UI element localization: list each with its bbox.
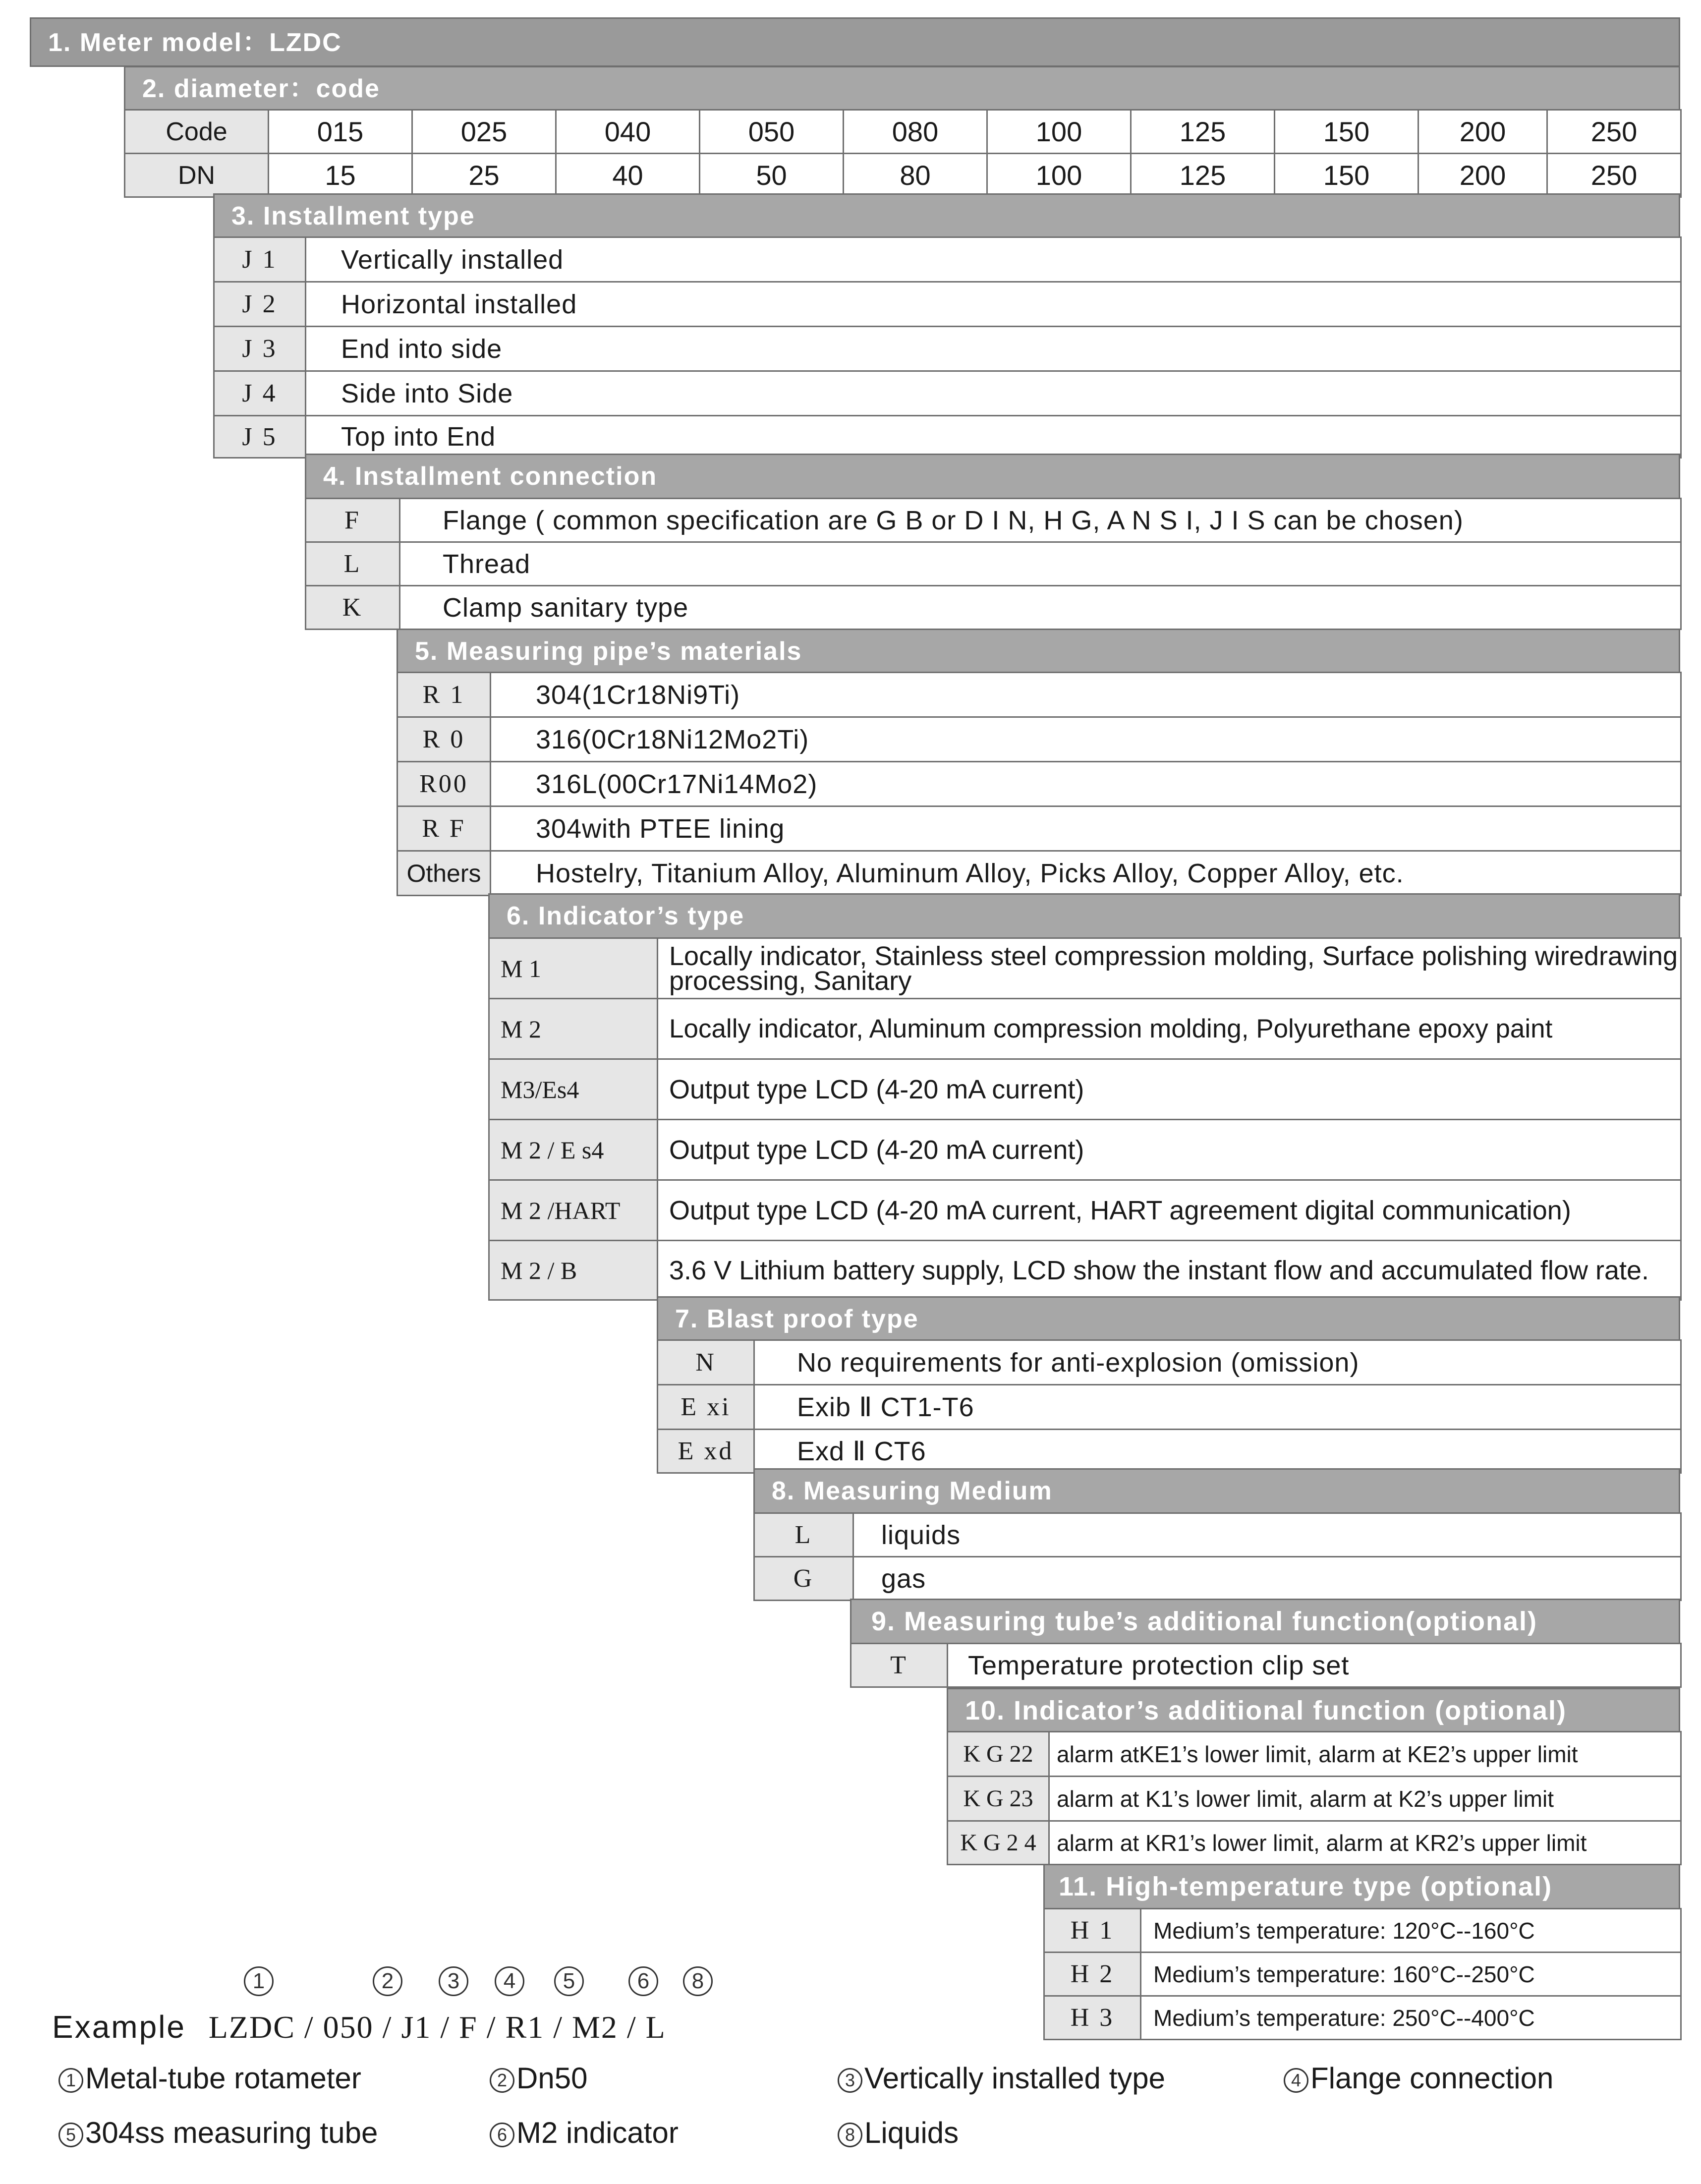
option-code: M 2 /HART: [489, 1180, 658, 1241]
dn-cell: 80: [844, 154, 987, 197]
table-row: [948, 1732, 1681, 1777]
code-cell: 150: [1275, 110, 1418, 154]
example-marker: 3: [439, 1966, 468, 1996]
option-desc: Top into End: [306, 416, 1681, 458]
option-desc: Medium’s temperature: 120°C--160°C: [1141, 1909, 1681, 1953]
option-code: K G 23: [948, 1777, 1049, 1821]
high-temperature-table: [1043, 1908, 1682, 2040]
option-desc: Medium’s temperature: 250°C--400°C: [1141, 1996, 1681, 2040]
table-row: [851, 1644, 1681, 1687]
dn-cell: 250: [1547, 154, 1681, 197]
option-desc: Side into Side: [306, 371, 1681, 416]
option-desc: Output type LCD (4-20 mA current, HART agreement digital communication): [658, 1180, 1681, 1241]
table-row: [1044, 1953, 1681, 1996]
option-desc: Vertically installed: [306, 237, 1681, 282]
code-cell: 125: [1131, 110, 1275, 154]
table-row: [1044, 1996, 1681, 2040]
legend-item: [838, 2061, 1165, 2095]
legend-number: 8: [838, 2123, 862, 2147]
dn-cell: 15: [269, 154, 412, 197]
option-desc: Output type LCD (4-20 mA current): [658, 1059, 1681, 1120]
table-row: [489, 999, 1681, 1059]
table-row: [214, 371, 1681, 416]
table-row: [306, 542, 1681, 586]
code-row: [125, 110, 1681, 154]
table-row: [658, 1385, 1681, 1430]
section-7-header: 7. Blast proof type: [657, 1296, 1680, 1341]
option-desc: Clamp sanitary type: [400, 586, 1681, 630]
section-1-header: 1. Meter model：LZDC: [30, 17, 1680, 67]
legend-text: 304ss measuring tube: [85, 2116, 378, 2149]
table-row: [214, 416, 1681, 458]
table-row: [397, 762, 1681, 806]
table-row: [948, 1821, 1681, 1865]
dn-cell: 25: [412, 154, 556, 197]
legend-text: Metal-tube rotameter: [85, 2062, 361, 2095]
example-marker: 4: [495, 1966, 524, 1996]
table-row: [489, 1120, 1681, 1180]
blast-proof-table: [657, 1339, 1682, 1474]
example-marker: 6: [628, 1966, 658, 1996]
option-code: M 2 / B: [489, 1241, 658, 1300]
option-code: L: [306, 542, 400, 586]
legend-text: Vertically installed type: [864, 2062, 1165, 2095]
installment-type-table: [213, 236, 1682, 459]
option-code: M 1: [489, 938, 658, 999]
code-cell: 025: [412, 110, 556, 154]
option-code: K: [306, 586, 400, 630]
legend-item: [490, 2061, 587, 2095]
option-code: J 4: [214, 371, 306, 416]
section-4-header: 4. Installment connection: [305, 454, 1680, 499]
table-row: [397, 851, 1681, 896]
option-desc: Output type LCD (4-20 mA current): [658, 1120, 1681, 1180]
installment-connection-table: [305, 498, 1682, 630]
option-desc: 304with PTEE lining: [491, 806, 1681, 851]
legend-number: 5: [58, 2123, 83, 2147]
dn-cell: 50: [700, 154, 844, 197]
option-desc: liquids: [853, 1513, 1681, 1557]
option-code: E xi: [658, 1385, 754, 1430]
code-label: Code: [125, 110, 269, 154]
option-desc: Hostelry, Titanium Alloy, Aluminum Alloy, Picks Alloy, Copper Alloy, etc.: [491, 851, 1681, 896]
legend-number: 4: [1284, 2068, 1308, 2093]
table-row: [397, 806, 1681, 851]
table-row: [658, 1340, 1681, 1385]
table-row: [489, 938, 1681, 999]
legend-number: 6: [490, 2123, 514, 2147]
option-desc: Locally indicator, Aluminum compression molding, Polyurethane epoxy paint: [658, 999, 1681, 1059]
example-marker: 2: [373, 1966, 402, 1996]
legend-item: [1284, 2061, 1553, 2095]
dn-cell: 125: [1131, 154, 1275, 197]
dn-row: [125, 154, 1681, 197]
example-code: LZDC / 050 / J1 / F / R1 / M2 / L: [208, 2010, 666, 2045]
option-desc: Exib Ⅱ CT1-T6: [754, 1385, 1681, 1430]
legend-text: Liquids: [864, 2116, 959, 2149]
option-desc: 316L(00Cr17Ni14Mo2): [491, 762, 1681, 806]
option-code: Others: [397, 851, 491, 896]
section-2-header: 2. diameter：code: [124, 66, 1680, 111]
option-desc: alarm at KR1’s lower limit, alarm at KR2’s upper limit: [1049, 1821, 1681, 1865]
option-code: J 1: [214, 237, 306, 282]
option-code: N: [658, 1340, 754, 1385]
option-desc: Medium’s temperature: 160°C--250°C: [1141, 1953, 1681, 1996]
option-desc: 3.6 V Lithium battery supply, LCD show the instant flow and accumulated flow rate.: [658, 1241, 1681, 1300]
indicator-function-table: [947, 1731, 1682, 1865]
code-cell: 250: [1547, 110, 1681, 154]
legend-text: M2 indicator: [516, 2116, 679, 2149]
dn-label: DN: [125, 154, 269, 197]
dn-cell: 100: [987, 154, 1131, 197]
section-9-header: 9. Measuring tube’s additional function(optional): [850, 1599, 1680, 1644]
option-desc: Locally indicator, Stainless steel compression molding, Surface polishing wiredrawing processing, Sanitary: [658, 938, 1681, 999]
example-label: Example: [52, 2009, 186, 2045]
legend-number: 3: [838, 2068, 862, 2093]
table-row: [658, 1430, 1681, 1473]
option-code: F: [306, 499, 400, 542]
table-row: [489, 1180, 1681, 1241]
option-code: H 3: [1044, 1996, 1141, 2040]
table-row: [397, 717, 1681, 762]
option-code: M3/Es4: [489, 1059, 658, 1120]
table-row: [306, 499, 1681, 542]
code-cell: 080: [844, 110, 987, 154]
option-code: J 2: [214, 282, 306, 327]
legend-item: [490, 2116, 679, 2150]
option-desc: alarm atKE1’s lower limit, alarm at KE2’s upper limit: [1049, 1732, 1681, 1777]
option-desc: Thread: [400, 542, 1681, 586]
example-marker: 1: [244, 1966, 274, 1996]
legend-text: Flange connection: [1310, 2062, 1554, 2095]
option-desc: gas: [853, 1557, 1681, 1601]
measuring-medium-table: [753, 1512, 1682, 1601]
option-desc: 304(1Cr18Ni9Ti): [491, 673, 1681, 717]
code-cell: 200: [1418, 110, 1547, 154]
diameter-table: [124, 109, 1682, 198]
table-row: [754, 1513, 1681, 1557]
legend-number: 2: [490, 2068, 514, 2093]
code-cell: 050: [700, 110, 844, 154]
example-marker: 8: [683, 1966, 713, 1996]
option-code: R00: [397, 762, 491, 806]
option-desc: alarm at K1’s lower limit, alarm at K2’s upper limit: [1049, 1777, 1681, 1821]
option-code: J 5: [214, 416, 306, 458]
option-desc: No requirements for anti-explosion (omission): [754, 1340, 1681, 1385]
option-code: M 2: [489, 999, 658, 1059]
option-code: E xd: [658, 1430, 754, 1473]
option-desc: Flange ( common specification are G B or D I N, H G, A N S I, J I S can be chosen): [400, 499, 1681, 542]
option-code: T: [851, 1644, 948, 1687]
table-row: [1044, 1909, 1681, 1953]
option-code: L: [754, 1513, 853, 1557]
option-code: G: [754, 1557, 853, 1601]
example-line: [52, 2009, 666, 2046]
option-desc: 316(0Cr18Ni12Mo2Ti): [491, 717, 1681, 762]
code-cell: 100: [987, 110, 1131, 154]
option-code: K G 2 4: [948, 1821, 1049, 1865]
option-code: M 2 / E s4: [489, 1120, 658, 1180]
option-code: J 3: [214, 327, 306, 371]
indicator-type-table: [488, 937, 1682, 1301]
table-row: [489, 1241, 1681, 1300]
table-row: [214, 237, 1681, 282]
section-11-header: 11. High-temperature type (optional): [1043, 1864, 1680, 1909]
option-code: R F: [397, 806, 491, 851]
option-desc: Temperature protection clip set: [948, 1644, 1681, 1687]
table-row: [306, 586, 1681, 630]
section-10-header: 10. Indicator’s additional function (optional): [947, 1688, 1680, 1732]
section-3-header: 3. Installment type: [213, 193, 1680, 238]
option-code: K G 22: [948, 1732, 1049, 1777]
dn-cell: 200: [1418, 154, 1547, 197]
legend-number: 1: [58, 2068, 83, 2093]
legend-item: [58, 2061, 361, 2095]
legend-item: [58, 2116, 378, 2150]
legend-item: [838, 2116, 959, 2150]
dn-cell: 150: [1275, 154, 1418, 197]
pipe-materials-table: [397, 672, 1682, 896]
option-code: R 0: [397, 717, 491, 762]
table-row: [397, 673, 1681, 717]
table-row: [214, 282, 1681, 327]
option-code: H 1: [1044, 1909, 1141, 1953]
table-row: [214, 327, 1681, 371]
section-6-header: 6. Indicator’s type: [488, 893, 1680, 939]
example-marker: 5: [554, 1966, 584, 1996]
option-desc: Exd Ⅱ CT6: [754, 1430, 1681, 1473]
option-code: H 2: [1044, 1953, 1141, 1996]
legend-text: Dn50: [516, 2062, 588, 2095]
option-code: R 1: [397, 673, 491, 717]
code-cell: 015: [269, 110, 412, 154]
table-row: [948, 1777, 1681, 1821]
option-desc: End into side: [306, 327, 1681, 371]
tube-function-table: [850, 1643, 1682, 1688]
table-row: [489, 1059, 1681, 1120]
option-desc: Horizontal installed: [306, 282, 1681, 327]
section-5-header: 5. Measuring pipe’s materials: [397, 629, 1680, 673]
table-row: [754, 1557, 1681, 1601]
section-8-header: 8. Measuring Medium: [753, 1468, 1680, 1514]
dn-cell: 40: [556, 154, 700, 197]
code-cell: 040: [556, 110, 700, 154]
